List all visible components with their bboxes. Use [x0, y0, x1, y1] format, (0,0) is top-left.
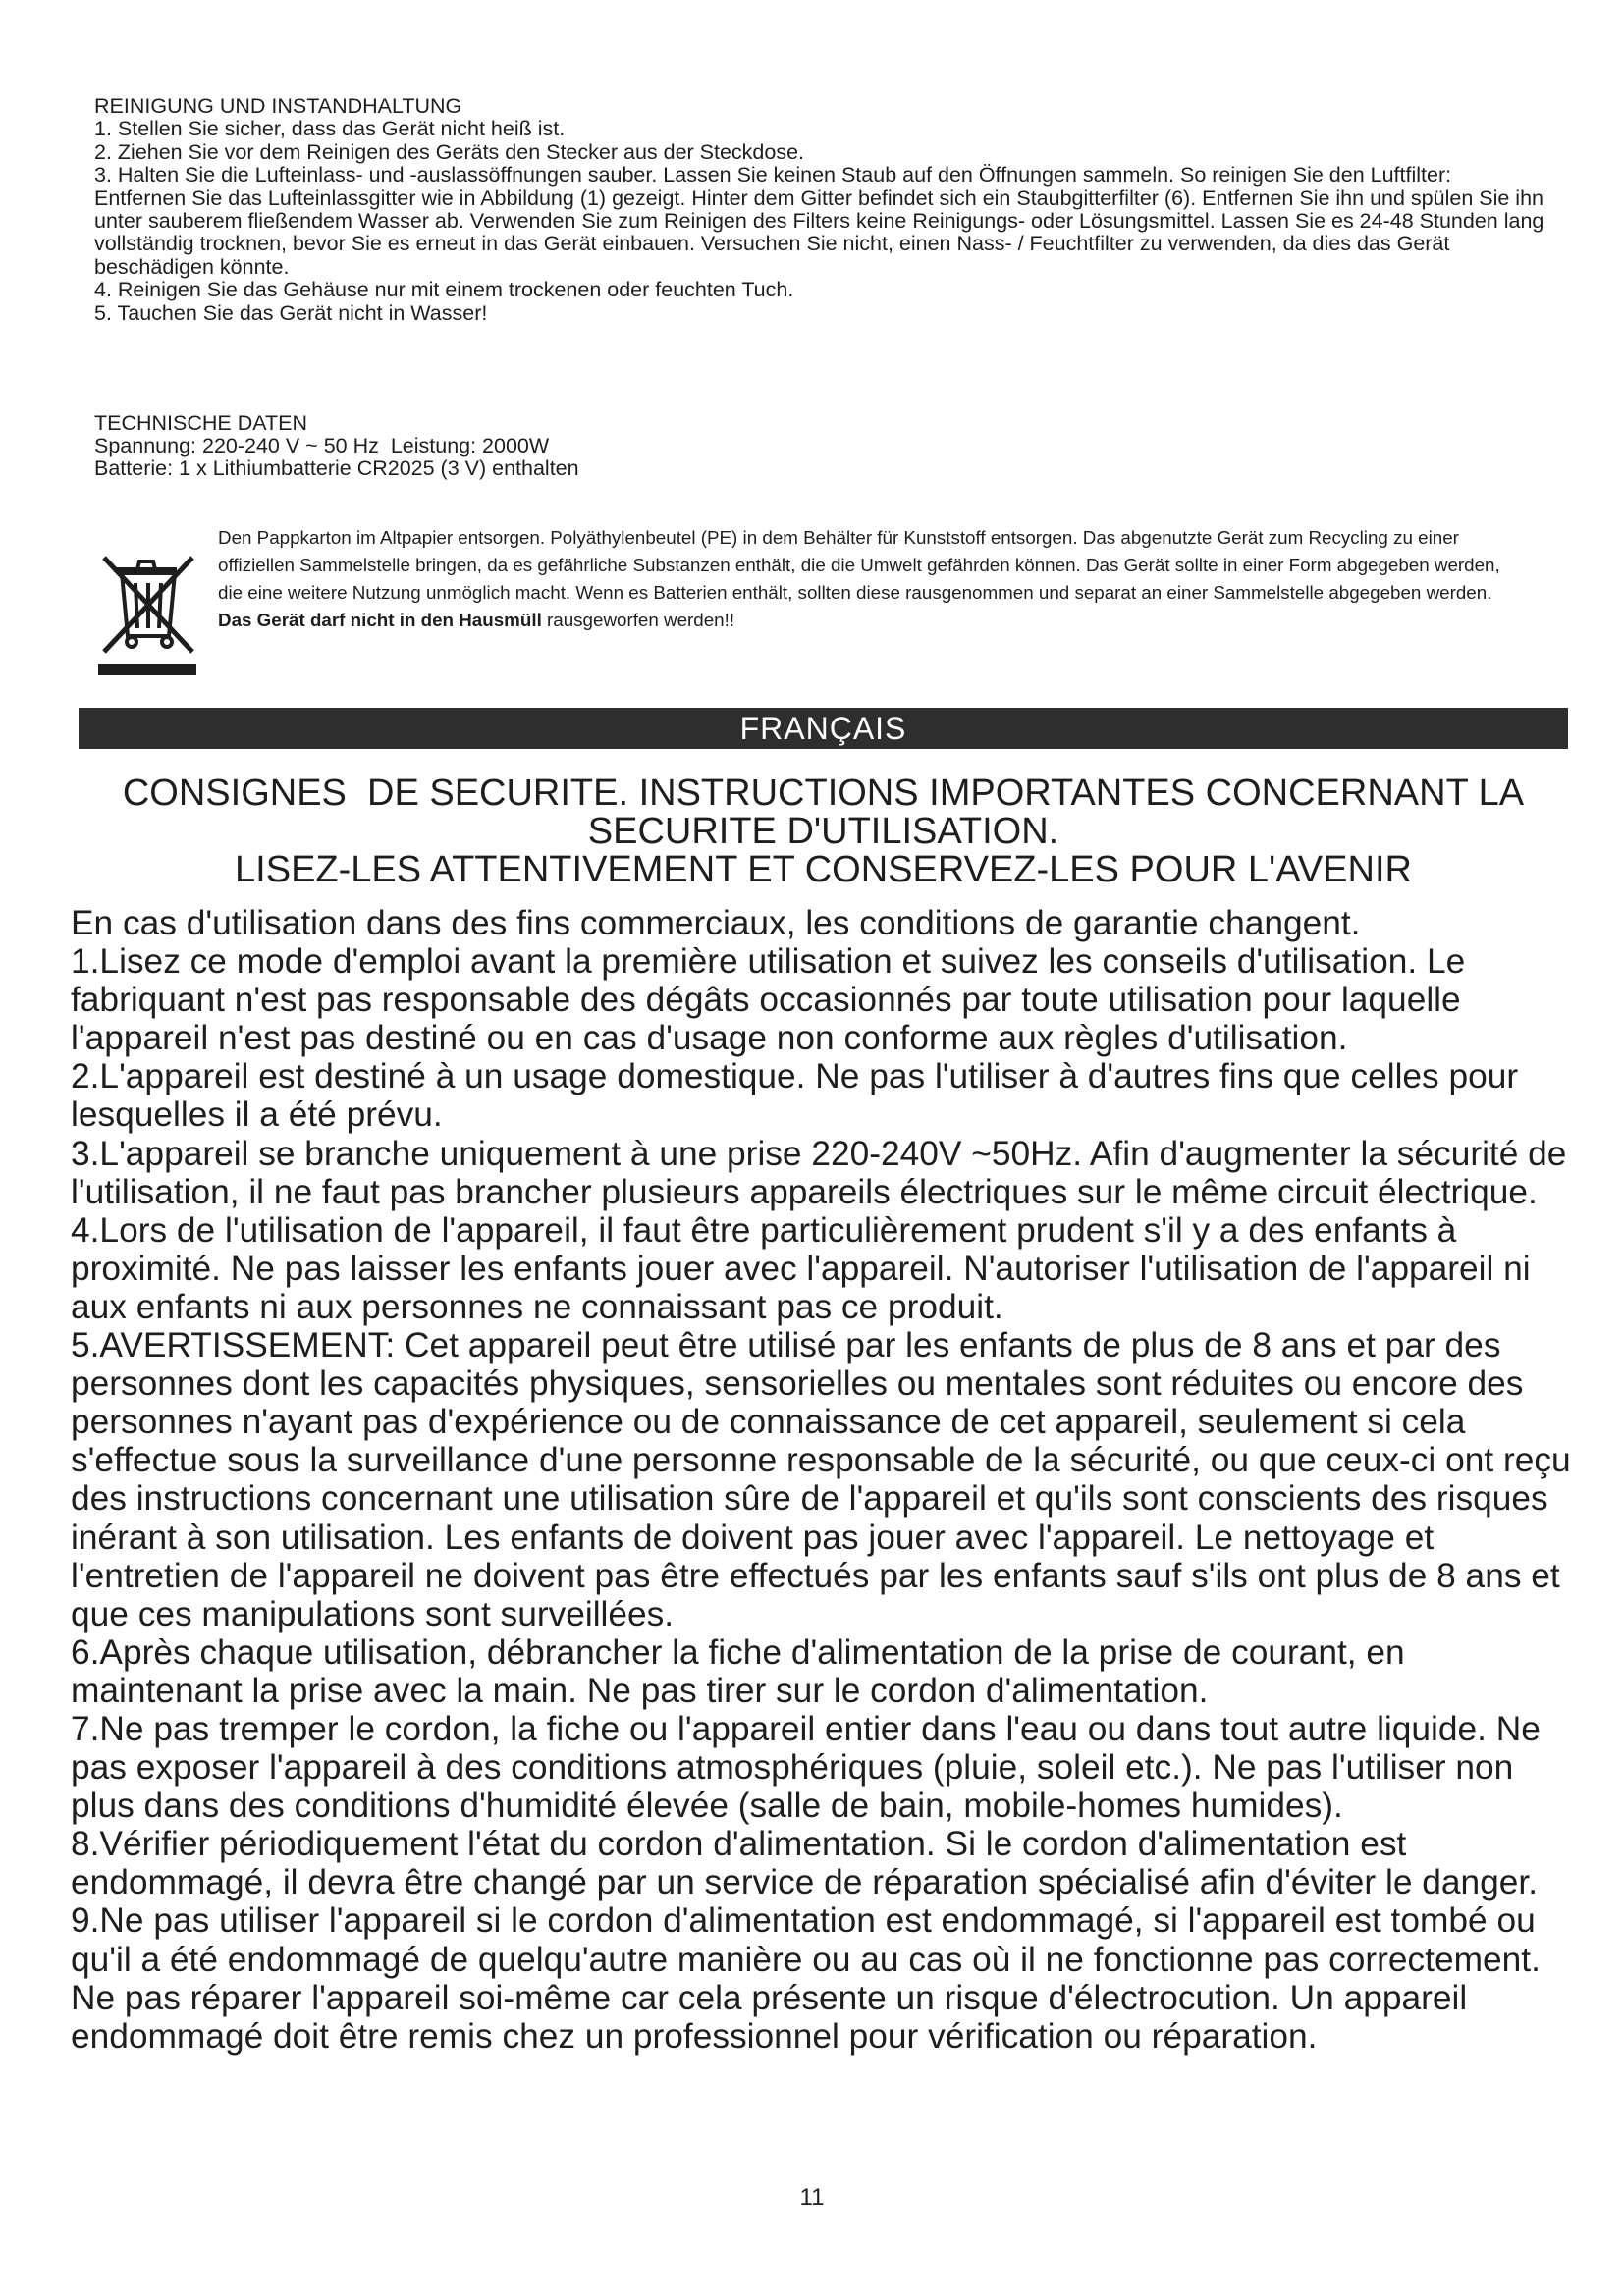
disposal-end: rausgeworfen werden!! — [547, 610, 735, 630]
instruction-paragraph: 2.L'appareil est destiné à un usage domestique. Ne pas l'utiliser à d'autres fins que celles pour lesquelles il a été prévu. — [71, 1057, 1519, 1135]
page-number: 11 — [799, 2184, 825, 2211]
tech-power: Spannung: 220-240 V ~ 50 Hz Leistung: 2000W — [94, 434, 550, 457]
title-line: SECURITE D'UTILISATION. — [587, 811, 1059, 852]
instruction-paragraph: 5.AVERTISSEMENT: Cet appareil peut être utilisé par les enfants de plus de 8 ans et par des personnes dont les capacités physiques, sensorielles ou mentales sont réduites ou encore des personnes n'ayant pas d'expérience ou de connaissance de cet appareil, seulement si cela s'effectue sous la surveillance d'une personne responsable de la sécurité, ou que ceux-ci ont reçu des instructions concernant une utilisation sûre de l'appareil et qu'ils sont conscients des risques inérant à son utilisation. Les enfants de doivent pas jouer avec l'appareil. Le nettoyage et l'entretien de l'appareil ne doivent pas être effectués par les enfants sauf s'ils ont plus de 8 ans et que ces manipulations sont surveillées. — [71, 1326, 1571, 1633]
cleaning-heading: REINIGUNG UND INSTANDHALTUNG — [94, 94, 462, 118]
disposal-bold: Das Gerät darf nicht in den Hausmüll — [218, 610, 542, 630]
cleaning-step: 4. Reinigen Sie das Gehäuse nur mit einem trockenen oder feuchten Tuch. — [94, 278, 794, 302]
instruction-paragraph: 7.Ne pas tremper le cordon, la fiche ou l'appareil entier dans l'eau ou dans tout autre liquide. Ne pas exposer l'appareil à des conditions atmosphériques (pluie, soleil etc.). Ne pas l'utiliser non plus dans des conditions d'humidité élevée (salle de bain, mobile-homes humides). — [71, 1709, 1541, 1826]
cleaning-step: 2. Ziehen Sie vor dem Reinigen des Geräts den Stecker aus der Steckdose. — [94, 139, 805, 164]
tech-battery: Batterie: 1 x Lithiumbatterie CR2025 (3 V) enthalten — [94, 456, 579, 480]
cleaning-step: Entfernen Sie das Lufteinlassgitter wie in Abbildung (1) gezeigt. Hinter dem Gitter befindet sich ein Staubgitterfilter (6). Entfernen Sie ihn und spülen Sie ihn unter sauberem fließendem Wasser ab. Verwenden Sie zum Reinigen des Filters keine Reinigungs- oder Lösungsmittel. Lassen Sie es 24-48 Stunden lang vollständig trocknen, bevor Sie es erneut in das Gerät einbauen. Versuchen Sie nicht, einen Nass- / Feuchtfilter zu verwenden, da dies das Gerät beschädigen könnte. — [94, 186, 1544, 279]
crossed-out-bin-icon — [94, 542, 202, 679]
instruction-paragraph: 3.L'appareil se branche uniquement à une prise 220-240V ~50Hz. Afin d'augmenter la sécurité de l'utilisation, il ne faut pas brancher plusieurs appareils électriques sur le même circuit électrique. — [71, 1134, 1567, 1211]
language-banner: FRANÇAIS — [79, 708, 1568, 749]
cleaning-step: 1. Stellen Sie sicher, dass das Gerät nicht heiß ist. — [94, 117, 566, 141]
instruction-paragraph: En cas d'utilisation dans des fins commerciaux, les conditions de garantie changent. — [71, 904, 1361, 942]
title-line: LISEZ-LES ATTENTIVEMENT ET CONSERVEZ-LES POUR L'AVENIR — [235, 849, 1412, 890]
instruction-paragraph: 8.Vérifier périodiquement l'état du cordon d'alimentation. Si le cordon d'alimentation est endommagé, il devra être changé par un service de réparation spécialisé afin d'éviter le danger. — [71, 1825, 1539, 1902]
instruction-paragraph: 6.Après chaque utilisation, débrancher la fiche d'alimentation de la prise de courant, en maintenant la prise avec la main. Ne pas tirer sur le cordon d'alimentation. — [71, 1632, 1405, 1710]
disposal-notice — [218, 524, 1524, 634]
cleaning-step: 3. Halten Sie die Lufteinlass- und -auslassöffnungen sauber. Lassen Sie keinen Staub auf den Öffnungen sammeln. So reinigen Sie den Luftfilter: — [94, 163, 1452, 187]
tech-heading: TECHNISCHE DATEN — [94, 411, 308, 435]
cleaning-section — [94, 95, 1547, 325]
disposal-text: Den Pappkarton im Altpapier entsorgen. Polyäthylenbeutel (PE) in dem Behälter für Kunststoff entsorgen. Das abgenutzte Gerät zum Recycling zu einer offiziellen Sammelstelle bringen, da es gefährliche Substanzen enthält, die die Umwelt gefährden können. Das Gerät sollte in einer Form abgegeben werden, die eine weitere Nutzung unmöglich macht. Wenn es Batterien enthält, sollten diese rausgenommen und separat an einer Sammelstelle abgegeben werden. — [218, 527, 1500, 603]
cleaning-step: 5. Tauchen Sie das Gerät nicht in Wasser! — [94, 300, 488, 325]
technical-data — [94, 412, 1469, 480]
instruction-paragraph: 4.Lors de l'utilisation de l'appareil, il faut être particulièrement prudent s'il y a des enfants à proximité. Ne pas laisser les enfants jouer avec l'appareil. N'autoriser l'utilisation de l'appareil ni aux enfants ni aux personnes ne connaissant pas ce produit. — [71, 1210, 1531, 1326]
instruction-paragraph: 1.Lisez ce mode d'emploi avant la première utilisation et suivez les conseils d'utilisation. Le fabriquant n'est pas responsable des dégâts occasionnés par toute utilisation pour laquelle l'appareil n'est pas destiné ou en cas d'usage non conforme aux règles d'utilisation. — [71, 942, 1466, 1058]
safety-instructions — [71, 904, 1573, 2056]
safety-title — [79, 774, 1568, 889]
instruction-paragraph: 9.Ne pas utiliser l'appareil si le cordon d'alimentation est endommagé, si l'appareil est tombé ou qu'il a été endommagé de quelqu'autre manière ou au cas où il ne fonctionne pas correctement. Ne pas réparer l'appareil soi-même car cela présente un risque d'électrocution. Un appareil endommagé doit être remis chez un professionnel pour vérification ou réparation. — [71, 1901, 1541, 2056]
title-line: CONSIGNES DE SECURITE. INSTRUCTIONS IMPORTANTES CONCERNANT LA — [122, 773, 1525, 814]
